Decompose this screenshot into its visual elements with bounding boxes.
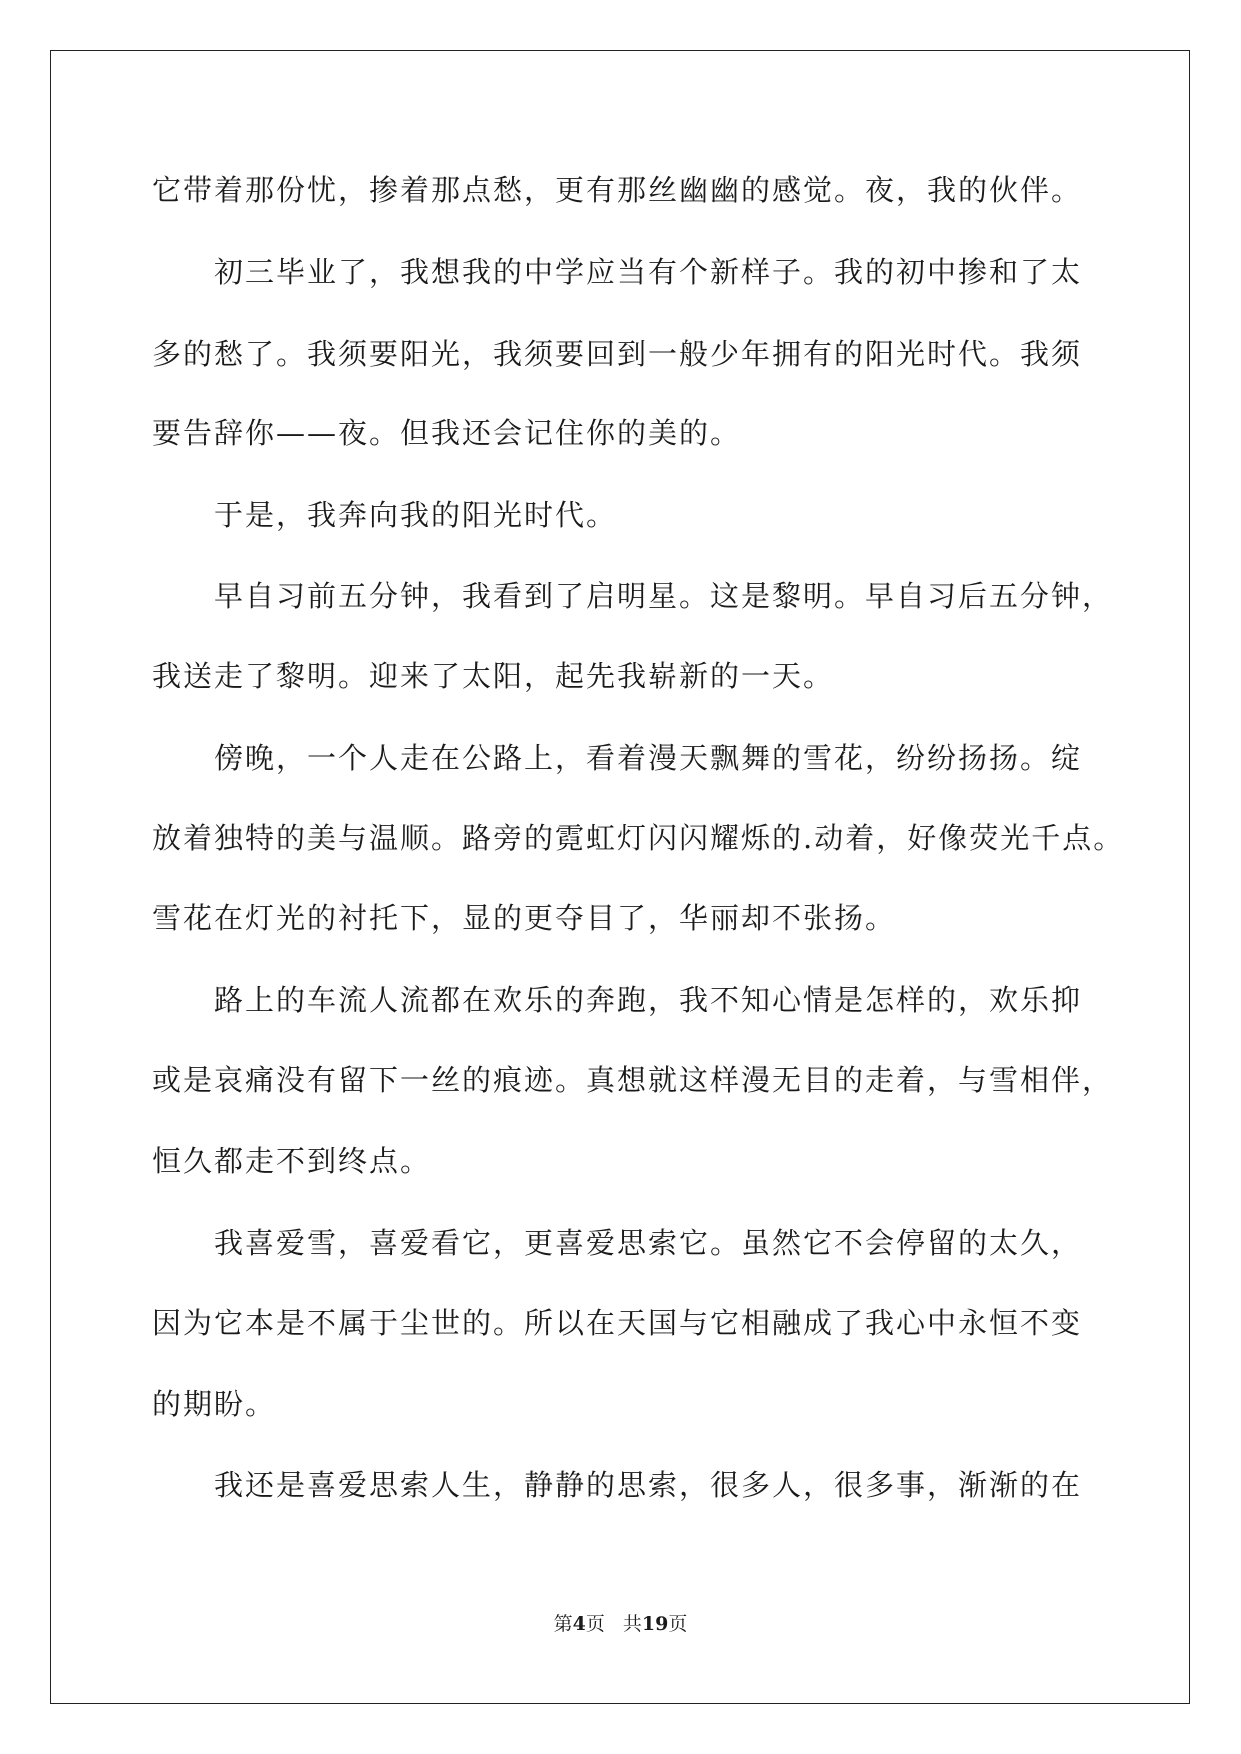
text-line: 初三毕业了，我想我的中学应当有个新样子。我的初中掺和了太 bbox=[214, 255, 1083, 289]
text-line: 它带着那份忧，掺着那点愁，更有那丝幽幽的感觉。夜，我的伙伴。 bbox=[152, 173, 1083, 207]
page-footer bbox=[0, 1612, 1241, 1636]
text-line: 傍晚，一个人走在公路上，看着漫天飘舞的雪花，纷纷扬扬。绽 bbox=[214, 741, 1083, 775]
text-line: 我喜爱雪，喜爱看它，更喜爱思索它。虽然它不会停留的太久， bbox=[214, 1226, 1083, 1260]
text-line: 放着独特的美与温顺。路旁的霓虹灯闪闪耀烁的.动着，好像荧光千点。 bbox=[152, 821, 1125, 855]
text-line: 因为它本是不属于尘世的。所以在天国与它相融成了我心中永恒不变 bbox=[152, 1306, 1083, 1340]
page-number: 4 bbox=[572, 1613, 586, 1635]
text-line: 多的愁了。我须要阳光，我须要回到一般少年拥有的阳光时代。我须 bbox=[152, 337, 1083, 371]
text-line: 于是，我奔向我的阳光时代。 bbox=[214, 498, 618, 532]
total-pages: 19 bbox=[641, 1613, 669, 1635]
text-line: 路上的车流人流都在欢乐的奔跑，我不知心情是怎样的，欢乐抑 bbox=[214, 983, 1083, 1017]
page-suffix: 页 bbox=[585, 1613, 605, 1635]
text-line: 的期盼。 bbox=[152, 1387, 277, 1421]
text-line: 早自习前五分钟，我看到了启明星。这是黎明。早自习后五分钟， bbox=[214, 579, 1114, 613]
text-line: 雪花在灯光的衬托下，显的更夺目了，华丽却不张扬。 bbox=[152, 901, 897, 935]
text-line: 我送走了黎明。迎来了太阳，起先我崭新的一天。 bbox=[152, 659, 835, 693]
text-line: 或是哀痛没有留下一丝的痕迹。真想就这样漫无目的走着，与雪相伴， bbox=[152, 1063, 1114, 1097]
total-suffix: 页 bbox=[668, 1613, 688, 1635]
total-prefix: 共 bbox=[622, 1613, 642, 1635]
page-prefix: 第 bbox=[553, 1613, 573, 1635]
text-line: 恒久都走不到终点。 bbox=[152, 1144, 432, 1178]
page-border bbox=[50, 50, 1190, 1704]
text-line: 我还是喜爱思索人生，静静的思索，很多人，很多事，渐渐的在 bbox=[214, 1468, 1083, 1502]
text-line: 要告辞你——夜。但我还会记住你的美的。 bbox=[152, 416, 742, 450]
